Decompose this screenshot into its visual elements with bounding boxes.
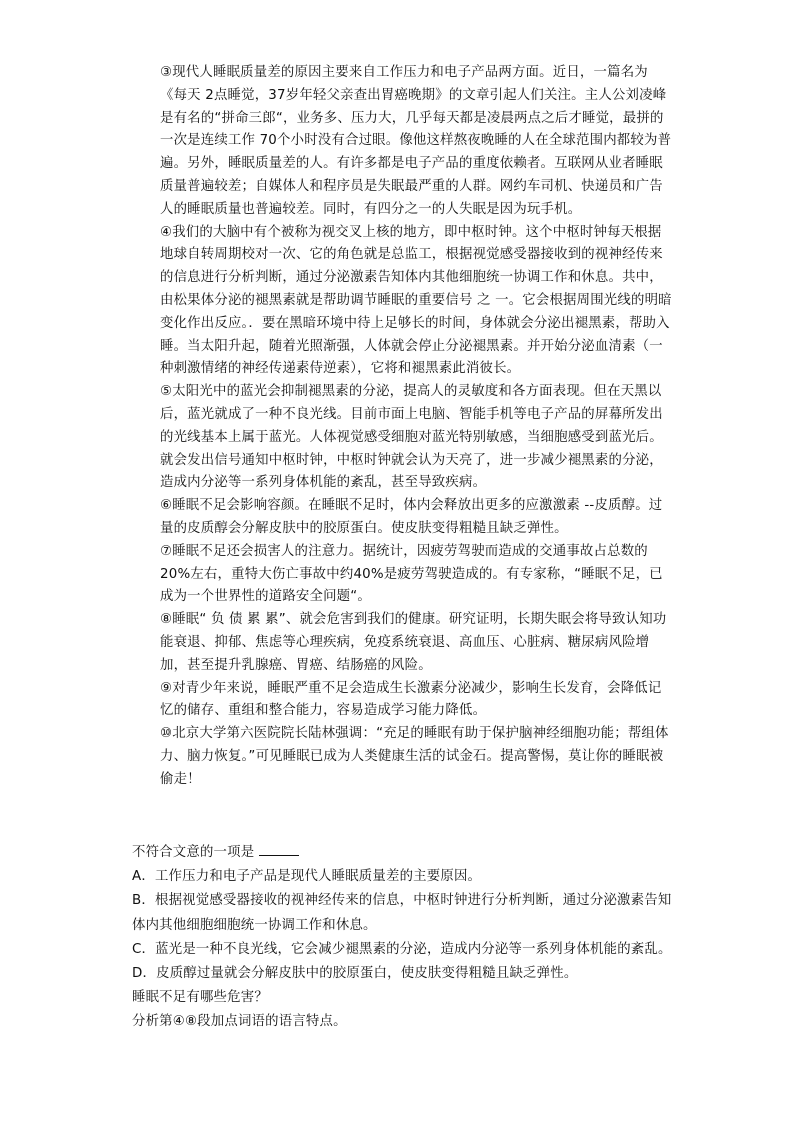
paragraph-6: ⑥睡眠不足会影响容颜。在睡眠不足时，体内会释放出更多的应激激素 --皮质醇。过量的皮质醇会分解皮肤中的胶原蛋白。使皮肤变得粗糙且缺乏弹性。 [160, 498, 663, 536]
option-c: C．蓝光是一种不良光线，它会减少褪黑素的分泌，造成内分泌等一系列身体机能的紊乱。 [132, 941, 672, 957]
question-1 [132, 841, 672, 865]
paragraph-3: ③现代人睡眠质量差的原因主要来自工作压力和电子产品两方面。近日，一篇名为《每天 2点睡觉，37岁年轻父亲查出胃癌晚期》的文章引起人们关注。主人公刘凌峰是有名的“拼命三郎“，业务多、压力大，几乎每天都是凌晨两点之后才睡觉，最拼的一次是连续工作 70个小时没有合过眼。像他这样熬夜晚睡的人在全球范围内都较为普遍。另外，睡眠质量差的人。有许多都是电子产品的重度依赖者。互联网从业者睡眠质量普遍较差；自媒体人和程序员是失眠最严重的人群。网约车司机、快递员和广告人的睡眠质量也普遍较差。同时，有四分之一的人失眠是因为玩手机。 [160, 65, 672, 217]
paragraph-8: ⑧睡眠“ 负 债 累 累”、就会危害到我们的健康。研究证明，长期失眠会将导致认知功能衰退、抑郁、焦虑等心理疾病，免疫系统衰退、高血压、心脏病、糖尿病风险增加，甚至提升乳腺癌、胃癌、结肠癌的风险。 [160, 612, 667, 673]
paragraph-4: ④我们的大脑中有个被称为视交叉上核的地方，即中枢时钟。这个中枢时钟每天根据地球自转周期校对一次、它的角色就是总监工，根据视觉感受器接收到的视神经传来的信息进行分析判断，通过分泌激素告知体内其他细胞统一协调工作和休息。共中，由松果体分泌的褪黑素就是帮助调节睡眠的重要信号 之 一。它会根据周围光线的明暗变化作出反应。．要在黑暗环境中待上足够长的时间，身体就会分泌出褪黑素，帮助入睡。当太阳升起，随着光照渐强，人体就会停止分泌褪黑素。并开始分泌血清素（一种刺激情绪的神经传递素侍逆素），它将和褪黑素此消彼长。 [160, 224, 672, 377]
paragraph-5: ⑤太阳光中的蓝光会抑制褪黑素的分泌，提高人的灵敏度和各方面表现。但在天黑以后，蓝光就成了一种不良光线。目前市面上电脑、智能手机等电子产品的屏幕所发出的光线基本上属于蓝光。人体视觉感受细胞对蓝光特别敏感，当细胞感受到蓝光后。就会发出信号通知中枢时钟，中枢时钟就会认为天亮了，进一步减少褪黑素的分泌，造成内分泌等一系列身体机能的紊乱，甚至导致疾病。 [160, 384, 663, 491]
option-d: D．皮质醇过量就会分解皮肤中的胶原蛋白，使皮肤变得粗糙且缺乏弹性。 [132, 966, 578, 982]
reading-passage [160, 62, 672, 792]
option-b: B．根据视觉感受器接收的视神经传来的信息，中枢时钟进行分析判断，通过分泌激素告知体内其他细胞细胞统一协调工作和休息。 [132, 893, 672, 933]
question-3: 分析第④⑧段加点词语的语言特点。 [132, 1014, 347, 1030]
option-a: A．工作压力和电子产品是现代人睡眠质量差的主要原因。 [132, 869, 482, 885]
question-1-text: 不符合文意的一项是 [132, 845, 255, 860]
paragraph-9: ⑨对青少年来说，睡眠严重不足会造成生长激素分泌减少，影响生长发育，会降低记忆的储存、重组和整合能力，容易造成学习能力降低。 [160, 680, 662, 719]
answer-blank[interactable] [259, 841, 299, 856]
question-2: 睡眠不足有哪些危害？ [132, 990, 268, 1006]
paragraph-7: ⑦睡眠不足还会损害人的注意力。据统计，因疲劳驾驶而造成的交通事故占总数的20%左右，重特大伤亡事故中约40%是疲劳驾驶造成的。有专家称，“睡眠不足，已成为一个世界性的道路安全问题“。 [160, 543, 663, 605]
question-section [132, 841, 672, 1035]
paragraph-10: ⑩北京大学第六医院院长陆林强调：“充足的睡眠有助于保护脑神经细胞功能；帮组体力、脑力恢复。”可见睡眠已成为人类健康生活的试金石。提高警惕，莫让你的睡眠被偷走！ [160, 726, 669, 787]
